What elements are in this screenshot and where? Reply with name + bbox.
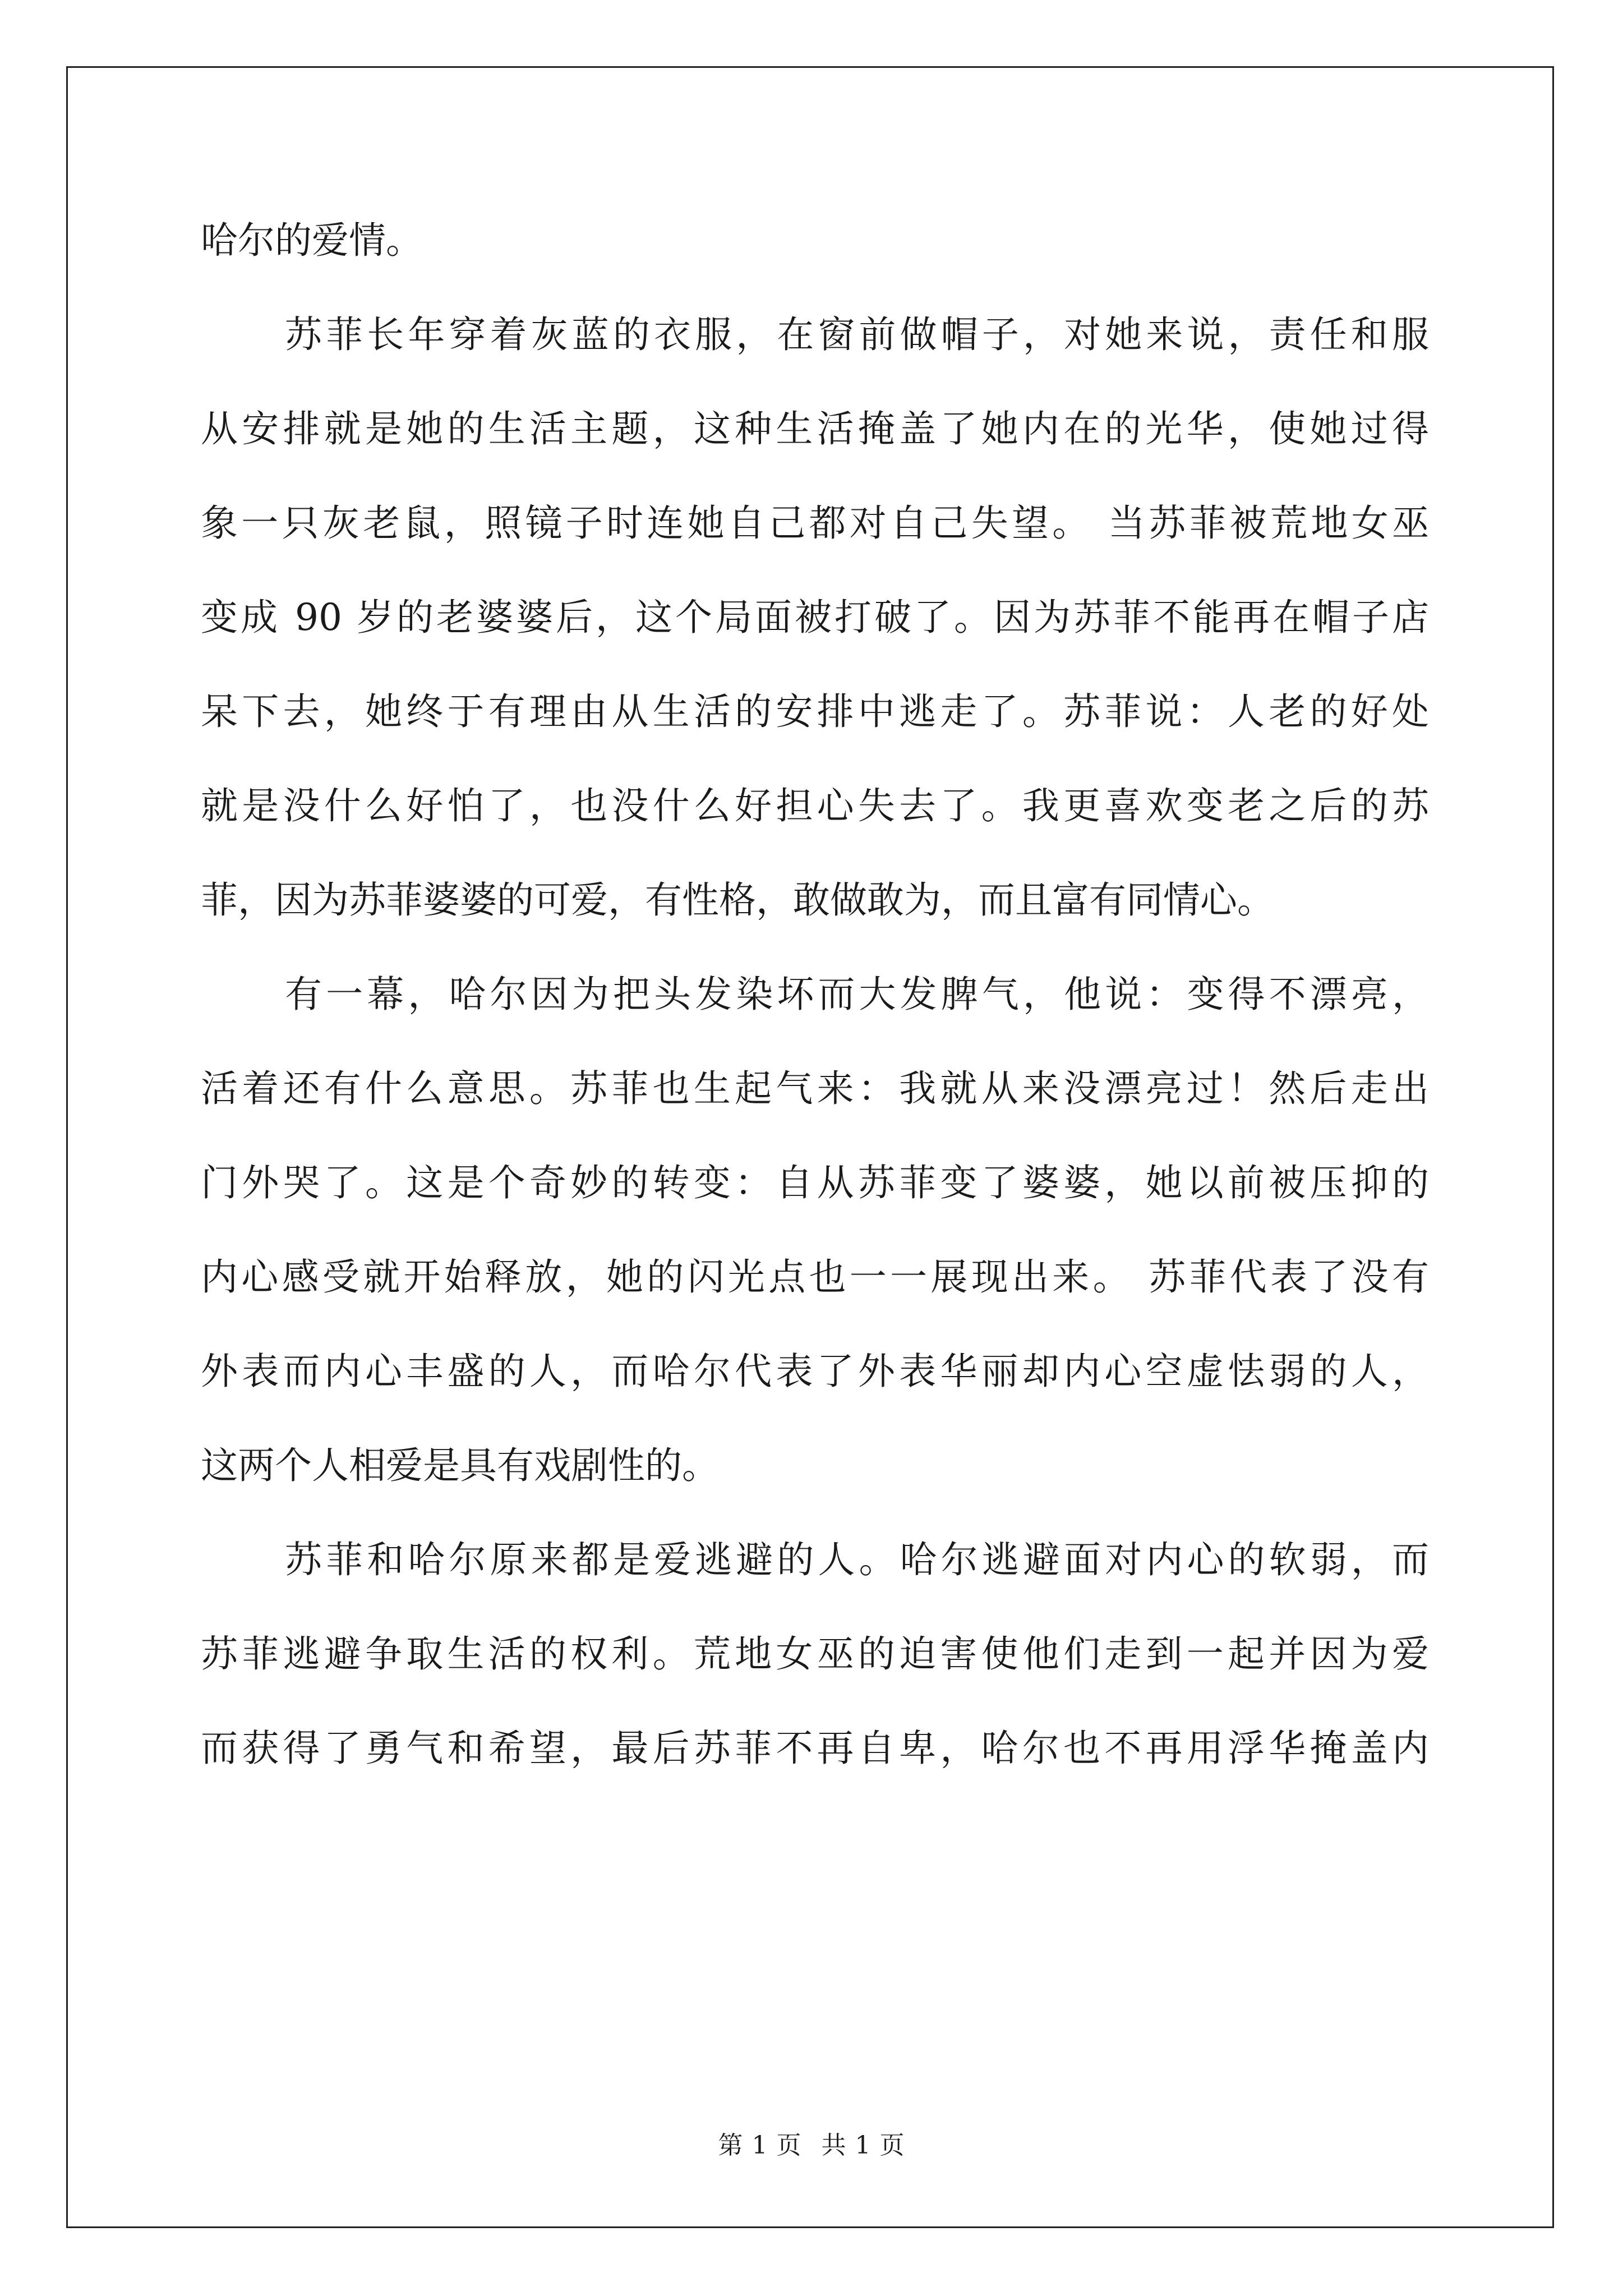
text-line: 哈尔的爱情。 (201, 219, 423, 262)
text-line: 呆下去，她终于有理由从生活的安排中逃走了。苏菲说：人老的好处 (201, 690, 1429, 733)
text-line: 外表而内心丰盛的人，而哈尔代表了外表华丽却内心空虚怯弱的人， (201, 1350, 1429, 1393)
page-total: 共 1 页 (821, 2131, 905, 2160)
text-line: 象一只灰老鼠，照镜子时连她自己都对自己失望。 当苏菲被荒地女巫 (201, 501, 1429, 545)
text-line: 活着还有什么意思。苏菲也生起气来：我就从来没漂亮过！然后走出 (201, 1067, 1429, 1110)
text-line: 门外哭了。这是个奇妙的转变：自从苏菲变了婆婆，她以前被压抑的 (201, 1161, 1429, 1204)
text-line: 苏菲逃避争取生活的权利。荒地女巫的迫害使他们走到一起并因为爱 (201, 1632, 1429, 1676)
text-line: 内心感受就开始释放，她的闪光点也一一展现出来。 苏菲代表了没有 (201, 1255, 1429, 1299)
text-line: 菲，因为苏菲婆婆的可爱，有性格，敢做敢为，而且富有同情心。 (201, 878, 1274, 922)
text-line: 从安排就是她的生活主题，这种生活掩盖了她内在的光华，使她过得 (201, 407, 1429, 450)
text-line: 苏菲和哈尔原来都是爱逃避的人。哈尔逃避面对内心的软弱，而 (285, 1538, 1429, 1581)
page-number: 第 1 页 (718, 2131, 802, 2160)
text-line: 这两个人相爱是具有戏剧性的。 (201, 1444, 719, 1487)
text-line: 苏菲长年穿着灰蓝的衣服，在窗前做帽子，对她来说，责任和服 (285, 313, 1429, 356)
page-footer (0, 2125, 1623, 2161)
text-line: 而获得了勇气和希望，最后苏菲不再自卑，哈尔也不再用浮华掩盖内 (201, 1727, 1429, 1770)
text-line: 就是没什么好怕了，也没什么好担心失去了。我更喜欢变老之后的苏 (201, 784, 1429, 827)
text-line: 变成 90 岁的老婆婆后，这个局面被打破了。因为苏菲不能再在帽子店 (201, 596, 1429, 639)
text-line: 有一幕，哈尔因为把头发染坏而大发脾气，他说：变得不漂亮， (285, 973, 1429, 1016)
document-body (201, 216, 1429, 1818)
